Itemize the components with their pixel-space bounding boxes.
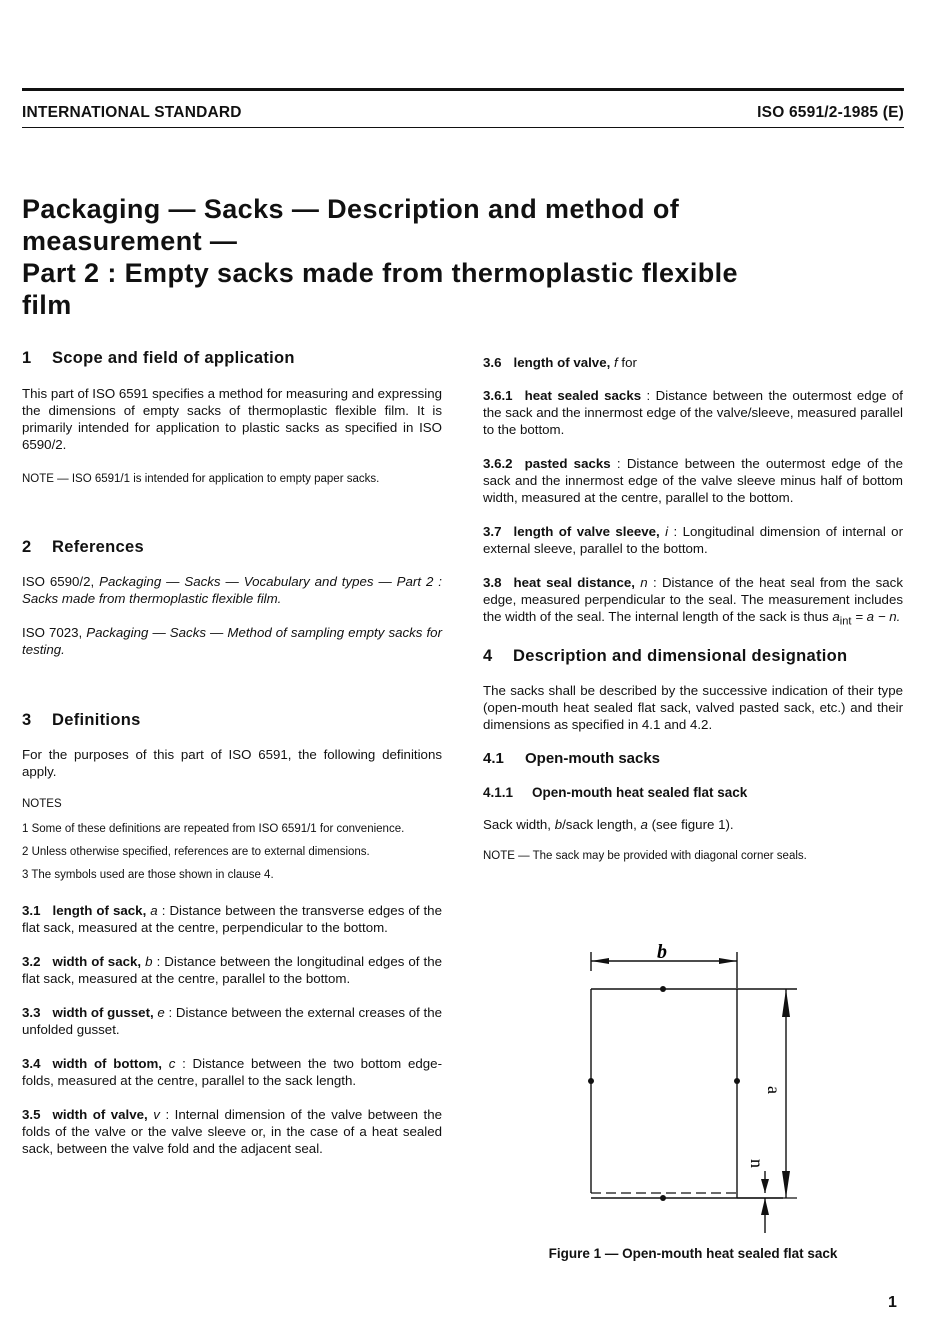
section-1-body: This part of ISO 6591 specifies a method for measuring and expressing the dimensions of empty sacks of thermoplastic flexible film. It is primarily intended for application to plastic sacks as specified in ISO 6590/2. — [22, 386, 442, 452]
top-rule — [22, 88, 904, 91]
definition-3-2: 3.2 width of sack, b : Distance between the longitudinal edges of the flat sack, measured at the centre, parallel to the bottom. — [22, 954, 442, 986]
notes-label: NOTES — [22, 798, 62, 810]
figure-1-caption: Figure 1 — Open-mouth heat sealed flat sack — [548, 1246, 838, 1261]
title-line-4: film — [22, 290, 72, 320]
dim-b-label: b — [657, 943, 667, 963]
definition-3-5: 3.5 width of valve, v : Internal dimension of the valve between the folds of the valve or the valve sleeve or, in the case of a heat sealed sack, between the valve fold and the adjacent seal. — [22, 1107, 443, 1156]
measure-point-right — [734, 1078, 740, 1084]
reference-iso-6590-2: ISO 6590/2, Packaging — Sacks — Vocabulary and types — Part 2 : Sacks made from thermoplastic flexible film. — [22, 574, 442, 606]
section-1-heading: 1 Scope and field of application — [22, 349, 295, 367]
measure-point-top — [660, 986, 666, 992]
header-rule — [22, 127, 904, 128]
definition-3-6-2: 3.6.2 pasted sacks : Distance between the outermost edge of the sack and the innermost edge of the valve sleeve minus half of bottom width, measured at the centre, parallel to the bottom. — [483, 456, 903, 505]
page-number: 1 — [888, 1294, 897, 1311]
definition-3-3: 3.3 width of gusset, e : Distance between the external creases of the unfolded gusset. — [22, 1005, 442, 1037]
title-line-1: Packaging — Sacks — Description and method of — [22, 194, 680, 224]
section-4-heading: 4 Description and dimensional designation — [483, 646, 848, 665]
header-document-id: ISO 6591/2-1985 (E) — [757, 104, 904, 121]
header-standard-type: INTERNATIONAL STANDARD — [22, 104, 242, 121]
note-3: 3 The symbols used are those shown in clause 4. — [22, 869, 274, 881]
dim-a-label: a — [764, 1086, 784, 1094]
note-1: 1 Some of these definitions are repeated from ISO 6591/1 for convenience. — [22, 823, 405, 835]
dim-a-arrow-bottom — [782, 1171, 790, 1198]
section-4-note: NOTE — The sack may be provided with diagonal corner seals. — [483, 849, 807, 862]
measure-point-bottom — [660, 1195, 666, 1201]
section-3-intro: For the purposes of this part of ISO 6591, the following definitions apply. — [22, 747, 442, 779]
section-2-heading: 2 References — [22, 538, 144, 556]
section-4-1-1-heading: 4.1.1 Open-mouth heat sealed flat sack — [483, 784, 748, 800]
right-column — [483, 354, 903, 864]
definition-3-7: 3.7 length of valve sleeve, i : Longitudinal dimension of internal or external sleeve, parallel to the bottom. — [483, 524, 903, 556]
title-line-2: measurement — — [22, 226, 238, 256]
title-line-3: Part 2 : Empty sacks made from thermoplastic flexible — [22, 258, 738, 288]
section-4-1-heading: 4.1 Open-mouth sacks — [483, 749, 661, 767]
section-1-note: NOTE — ISO 6591/1 is intended for application to empty paper sacks. — [22, 473, 380, 485]
note-2: 2 Unless otherwise specified, references are to external dimensions. — [22, 846, 370, 858]
document-title — [22, 193, 922, 321]
dim-n-arrow-down — [761, 1179, 769, 1193]
definition-3-8: 3.8 heat seal distance, n : Distance of the heat seal from the sack edge, measured perpendicular to the seal. The measurement includes the width of the seal. The internal length of the sack is thus $a_{int} = a - n$. — [483, 575, 903, 628]
dim-b-arrow-left — [591, 958, 609, 964]
definition-3-6-1: 3.6.1 heat sealed sacks : Distance between the outermost edge of the sack and the innermost edge of the valve/sleeve, measured parallel to the bottom. — [483, 388, 903, 437]
measure-point-left — [588, 1078, 594, 1084]
dim-b-arrow-right — [719, 958, 737, 964]
section-3-heading: 3 Definitions — [22, 711, 141, 729]
reference-iso-7023: ISO 7023, Packaging — Sacks — Method of sampling empty sacks for testing. — [22, 625, 442, 657]
figure-1-sack-diagram — [583, 943, 813, 1243]
definition-3-1: 3.1 length of sack, a : Distance between the transverse edges of the flat sack, measured at the centre, perpendicular to the bottom. — [22, 903, 442, 935]
definition-3-4: 3.4 width of bottom, c : Distance between the two bottom edge-folds, measured at the centre, parallel to the sack length. — [22, 1056, 443, 1088]
dim-a-arrow-top — [782, 989, 790, 1017]
section-4-body: The sacks shall be described by the successive indication of their type (open-mouth heat sealed flat sack, valved pasted sack, etc.) and their dimensions as specified in 4.1 and 4.2. — [483, 682, 903, 732]
dim-n-label: n — [747, 1159, 767, 1168]
section-4-1-1-body: Sack width, b/sack length, a (see figure 1). — [483, 816, 734, 832]
left-column — [22, 350, 442, 1157]
definition-3-6: 3.6 length of valve, f for — [483, 355, 637, 370]
dim-n-arrow-up — [761, 1198, 769, 1215]
